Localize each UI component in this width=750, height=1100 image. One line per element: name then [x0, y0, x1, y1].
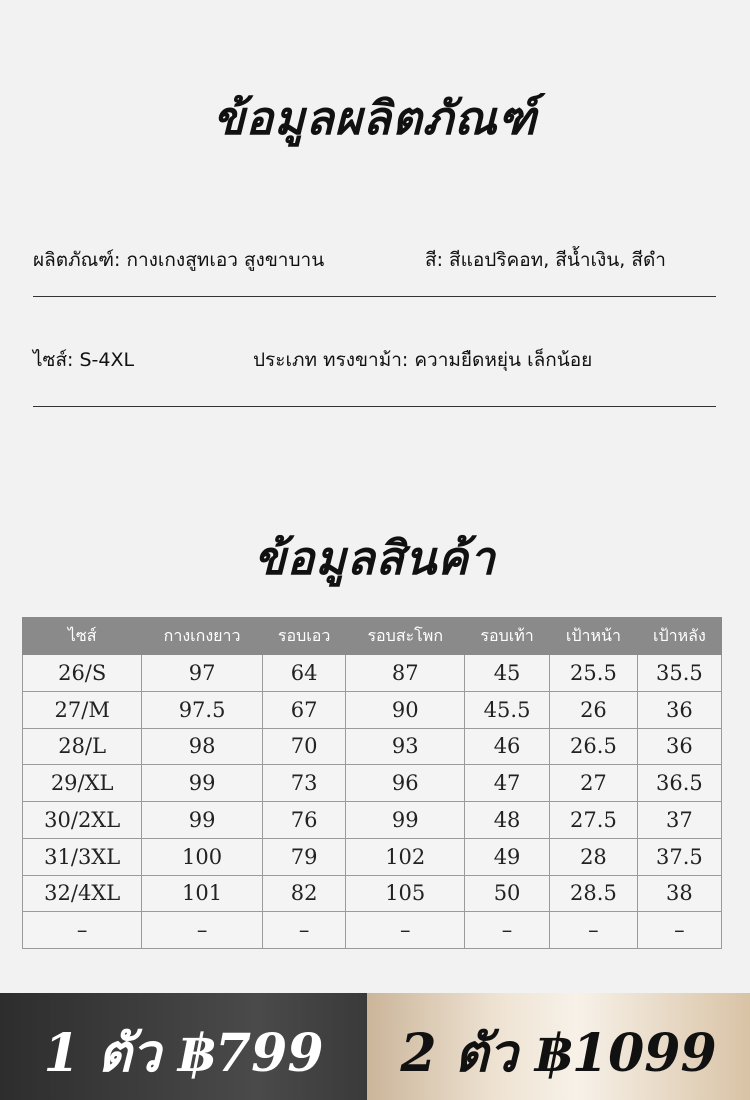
price-one-text: 1 ตัว ฿799 [43, 1023, 324, 1084]
table-cell: 67 [262, 691, 346, 728]
table-row [23, 875, 722, 912]
table-cell: 99 [346, 802, 465, 839]
price-option-one [0, 993, 367, 1100]
table-row [23, 765, 722, 802]
table-cell: 101 [142, 875, 262, 912]
table-cell: 36.5 [637, 765, 721, 802]
table-cell: 32/4XL [23, 875, 142, 912]
table-cell: 90 [346, 691, 465, 728]
table-header-row [23, 618, 722, 655]
table-cell: 70 [262, 728, 346, 765]
table-row [23, 728, 722, 765]
table-cell: – [465, 912, 550, 949]
table-cell: 27/M [23, 691, 142, 728]
size-chart-table [22, 617, 722, 949]
product-colors-text: สี: สีแอปริคอท, สีน้ำเงิน, สีดำ [425, 249, 666, 271]
table-header-cell: รอบสะโพก [346, 618, 465, 655]
table-cell: 38 [637, 875, 721, 912]
table-header-cell: เป้าหลัง [637, 618, 721, 655]
table-cell: 93 [346, 728, 465, 765]
table-cell: 30/2XL [23, 802, 142, 839]
product-name-text: ผลิตภัณฑ์: กางเกงสูทเอว สูงขาบาน [33, 249, 325, 271]
table-cell: 28.5 [550, 875, 638, 912]
table-cell: 97.5 [142, 691, 262, 728]
price-two-text: 2 ตัว ฿1099 [400, 1023, 717, 1084]
table-cell: 96 [346, 765, 465, 802]
table-cell: – [637, 912, 721, 949]
table-cell: 48 [465, 802, 550, 839]
table-cell: 46 [465, 728, 550, 765]
table-cell: 99 [142, 765, 262, 802]
divider [33, 296, 716, 297]
size-chart-title: ข้อมูลสินค้า [254, 531, 496, 585]
table-cell: 36 [637, 691, 721, 728]
table-cell: 27.5 [550, 802, 638, 839]
table-cell: 50 [465, 875, 550, 912]
table-cell: 99 [142, 802, 262, 839]
table-header-cell: เป้าหน้า [550, 618, 638, 655]
table-cell: 28 [550, 838, 638, 875]
table-cell: 45 [465, 655, 550, 692]
table-cell: 26.5 [550, 728, 638, 765]
table-cell: 100 [142, 838, 262, 875]
table-cell: 102 [346, 838, 465, 875]
table-cell: 79 [262, 838, 346, 875]
table-cell: 26/S [23, 655, 142, 692]
size-range-text: ไซส์: S-4XL [33, 349, 135, 371]
table-cell: 25.5 [550, 655, 638, 692]
table-cell: 28/L [23, 728, 142, 765]
table-cell: 36 [637, 728, 721, 765]
table-header-cell: ไซส์ [23, 618, 142, 655]
table-row [23, 838, 722, 875]
table-cell: – [346, 912, 465, 949]
price-option-two [367, 993, 750, 1100]
table-cell: 29/XL [23, 765, 142, 802]
table-header-cell: รอบเอว [262, 618, 346, 655]
table-cell: 105 [346, 875, 465, 912]
table-cell: – [142, 912, 262, 949]
table-header-cell: กางเกงยาว [142, 618, 262, 655]
table-cell: 97 [142, 655, 262, 692]
table-cell: – [23, 912, 142, 949]
table-row [23, 802, 722, 839]
table-header-cell: รอบเท้า [465, 618, 550, 655]
table-cell: 98 [142, 728, 262, 765]
table-cell: 45.5 [465, 691, 550, 728]
table-cell: – [262, 912, 346, 949]
price-bar [0, 993, 750, 1100]
table-cell: 64 [262, 655, 346, 692]
table-cell: 26 [550, 691, 638, 728]
table-cell: – [550, 912, 638, 949]
table-cell: 87 [346, 655, 465, 692]
table-cell: 49 [465, 838, 550, 875]
table-cell: 31/3XL [23, 838, 142, 875]
table-cell: 82 [262, 875, 346, 912]
table-row [23, 655, 722, 692]
table-cell: 37.5 [637, 838, 721, 875]
divider [33, 406, 716, 407]
table-cell: 73 [262, 765, 346, 802]
table-cell: 27 [550, 765, 638, 802]
table-row [23, 691, 722, 728]
table-cell: 76 [262, 802, 346, 839]
table-row [23, 912, 722, 949]
table-cell: 35.5 [637, 655, 721, 692]
product-info-title: ข้อมูลผลิตภัณฑ์ [213, 91, 537, 145]
product-type-text: ประเภท ทรงขาม้า: ความยืดหยุ่น เล็กน้อย [253, 349, 593, 371]
table-cell: 47 [465, 765, 550, 802]
table-cell: 37 [637, 802, 721, 839]
